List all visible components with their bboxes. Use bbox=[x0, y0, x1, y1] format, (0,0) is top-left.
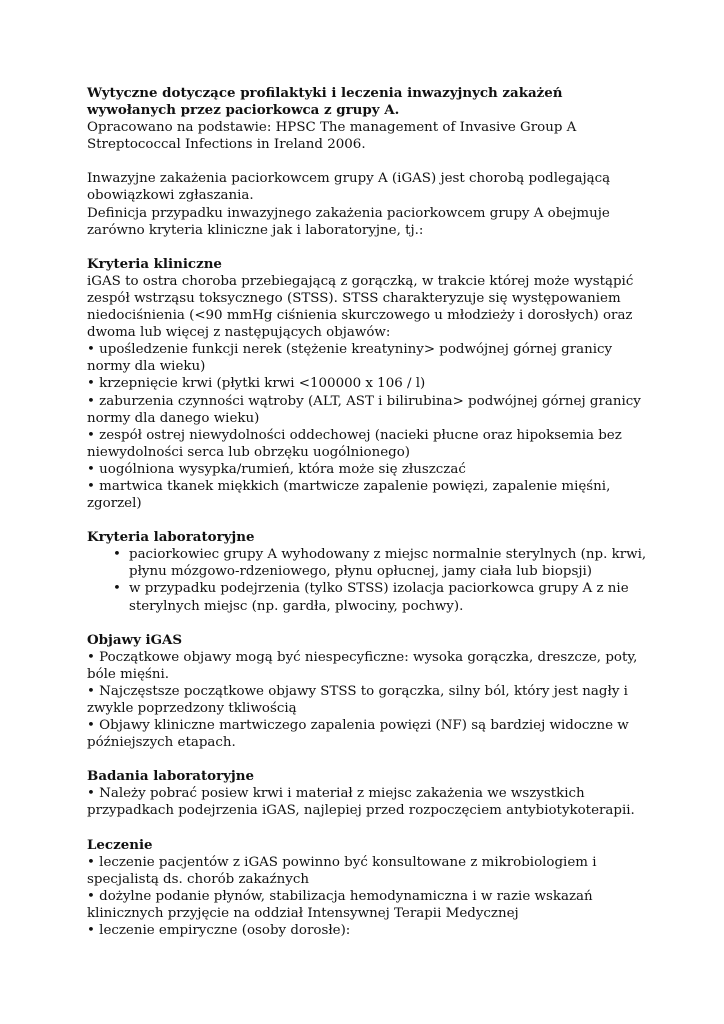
clinical-bullet: • krzepnięcie krwi (płytki krwi <100000 x 106 / l) bbox=[87, 376, 426, 392]
case-definition-paragraph: Definicja przypadku inwazyjnego zakażenia paciorkowcem grupy A obejmuje zarówno kryteria kliniczne jak i laboratoryjne, tj.: bbox=[87, 205, 610, 238]
lab-criteria-list bbox=[87, 546, 647, 614]
section-heading-lab-tests: Badania laboratoryjne bbox=[87, 768, 255, 785]
symptom-bullet: • Objawy kliniczne martwiczego zapalenia powięzi (NF) są bardziej widoczne w późniejszych etapach. bbox=[87, 718, 629, 751]
lab-criteria-item: • paciorkowiec grupy A wyhodowany z miejsc normalnie sterylnych (np. krwi, płynu mózgowo-rdzeniowego, płynu opłucnej, jamy ciała lub biopsji) bbox=[129, 546, 647, 580]
document-content bbox=[87, 85, 647, 939]
clinical-bullet: • zespół ostrej niewydolności oddechowej (nacieki płucne oraz hipoksemia bez niewydolności serca lub obrzęku uogólnionego) bbox=[87, 427, 622, 460]
section-heading-lab-criteria: Kryteria laboratoryjne bbox=[87, 529, 255, 546]
section-heading-treatment: Leczenie bbox=[87, 836, 153, 853]
clinical-bullet: • zaburzenia czynności wątroby (ALT, AST i bilirubina> podwójnej górnej granicy normy dla danego wieku) bbox=[87, 393, 641, 426]
document-title: Wytyczne dotyczące profilaktyki i leczenia inwazyjnych zakażeń wywołanych przez paciorkowca z grupy A. bbox=[87, 85, 563, 119]
treatment-bullet: • leczenie empiryczne (osoby dorosłe): bbox=[87, 923, 351, 939]
lab-test-bullet: • Należy pobrać posiew krwi i materiał z miejsc zakażenia we wszystkich przypadkach podejrzenia iGAS, najlepiej przed rozpoczęciem antybiotykoterapii. bbox=[87, 786, 635, 819]
treatment-bullet: • dożylne podanie płynów, stabilizacja hemodynamiczna i w razie wskazań klinicznych przyjęcie na oddział Intensywnej Terapii Medycznej bbox=[87, 888, 593, 921]
intro-paragraph: Inwazyjne zakażenia paciorkowcem grupy A (iGAS) jest chorobą podlegającą obowiązkowi zgłaszania. bbox=[87, 171, 611, 204]
source-note: Opracowano na podstawie: HPSC The management of Invasive Group A Streptococcal Infections in Ireland 2006. bbox=[87, 120, 577, 153]
clinical-bullet: • upośledzenie funkcji nerek (stężenie kreatyniny> podwójnej górnej granicy normy dla wieku) bbox=[87, 342, 613, 375]
section-heading-clinical-criteria: Kryteria kliniczne bbox=[87, 255, 222, 272]
symptom-bullet: • Początkowe objawy mogą być niespecyficzne: wysoka gorączka, dreszcze, poty, bóle mięśni. bbox=[87, 649, 638, 682]
section-heading-symptoms: Objawy iGAS bbox=[87, 631, 183, 648]
clinical-bullet: • martwica tkanek miękkich (martwicze zapalenie powięzi, zapalenie mięśni, zgorzel) bbox=[87, 478, 611, 512]
treatment-bullet: • leczenie pacjentów z iGAS powinno być konsultowane z mikrobiologiem i specjalistą ds. chorób zakaźnych bbox=[87, 854, 597, 887]
symptom-bullet: • Najczęstsze początkowe objawy STSS to gorączka, silny ból, który jest nagły i zwykle poprzedzony tkliwością bbox=[87, 683, 628, 716]
lab-criteria-item: • w przypadku podejrzenia (tylko STSS) izolacja paciorkowca grupy A z nie sterylnych miejsc (np. gardła, plwociny, pochwy). bbox=[129, 580, 647, 614]
clinical-criteria-text: iGAS to ostra choroba przebiegającą z gorączką, w trakcie której może wystąpić zespół wstrząsu toksycznego (STSS). STSS charakteryzuje się występowaniem niedociśnienia (<90 mmHg ciśnienia skurczowego u młodzieży i dorosłych) oraz dwoma lub więcej z następujących objawów: bbox=[87, 273, 634, 341]
clinical-bullet: • uogólniona wysypka/rumień, która może się złuszczać bbox=[87, 461, 466, 477]
